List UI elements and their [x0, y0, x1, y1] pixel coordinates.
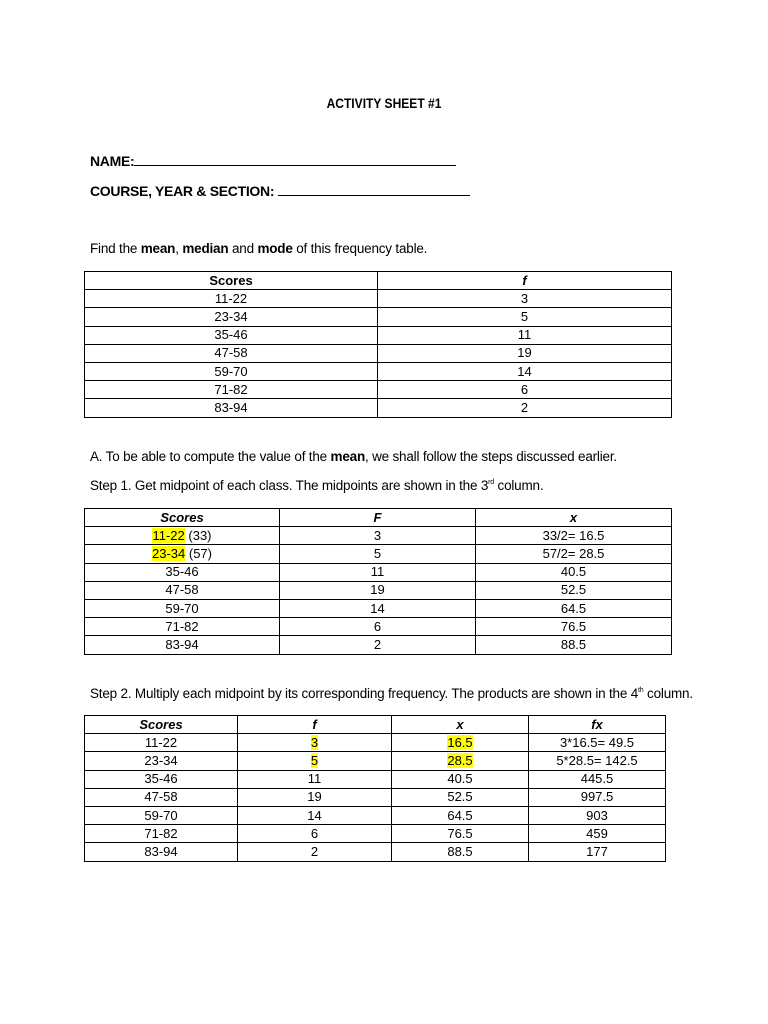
table-row [85, 344, 672, 362]
table3-cell: 64.5 [392, 806, 529, 824]
table3-cell [238, 734, 392, 752]
table3-cell: 35-46 [85, 770, 238, 788]
table3-cell: 88.5 [392, 843, 529, 861]
table3-cell: 11-22 [85, 734, 238, 752]
course-blank[interactable] [278, 183, 470, 196]
table2-cell: 2 [280, 636, 476, 654]
table2-cell: 33/2= 16.5 [476, 527, 672, 545]
table-row [85, 825, 666, 843]
table-row [85, 290, 672, 308]
table2-cell: 14 [280, 599, 476, 617]
highlighted-value: 23-34 [152, 545, 186, 561]
highlighted-value: 28.5 [447, 752, 473, 768]
table1-cell: 35-46 [85, 326, 378, 344]
table2-cell: 71-82 [85, 618, 280, 636]
table-row [85, 734, 666, 752]
table2-cell [85, 527, 280, 545]
intro-text: Find the mean, median and mode of this frequency table. [90, 241, 428, 256]
table-row [85, 527, 672, 545]
table2-cell: 76.5 [476, 618, 672, 636]
table3-cell: 997.5 [529, 788, 666, 806]
course-line [90, 183, 470, 199]
table-row [85, 381, 672, 399]
highlighted-value: 16.5 [447, 734, 473, 750]
table2-cell: 40.5 [476, 563, 672, 581]
product-table [84, 715, 666, 862]
table3-header-cell: fx [529, 716, 666, 734]
table3-cell: 5*28.5= 142.5 [529, 752, 666, 770]
table1-header-cell: Scores [85, 272, 378, 290]
table3-cell: 14 [238, 806, 392, 824]
table1-cell: 11 [378, 326, 672, 344]
table2-cell: 3 [280, 527, 476, 545]
table3-cell: 83-94 [85, 843, 238, 861]
name-label: NAME: [90, 153, 135, 169]
table-row [85, 618, 672, 636]
frequency-table [84, 271, 672, 418]
table3-cell: 52.5 [392, 788, 529, 806]
table3-cell: 11 [238, 770, 392, 788]
table3-cell: 47-58 [85, 788, 238, 806]
table-row [85, 326, 672, 344]
table1-cell: 19 [378, 344, 672, 362]
table3-cell: 71-82 [85, 825, 238, 843]
table3-header-cell: Scores [85, 716, 238, 734]
table1-cell: 71-82 [85, 381, 378, 399]
name-line [90, 153, 456, 169]
table-row [85, 843, 666, 861]
table-row [85, 599, 672, 617]
table3-cell: 19 [238, 788, 392, 806]
table3-cell: 2 [238, 843, 392, 861]
table1-cell: 2 [378, 399, 672, 417]
course-label: COURSE, YEAR & SECTION: [90, 183, 275, 199]
table-row [85, 636, 672, 654]
table-row [85, 308, 672, 326]
table1-cell: 59-70 [85, 362, 378, 380]
table3-cell: 40.5 [392, 770, 529, 788]
table2-cell: 11 [280, 563, 476, 581]
table1-cell: 83-94 [85, 399, 378, 417]
table-row [85, 545, 672, 563]
highlighted-value: 3 [310, 734, 319, 750]
table2-header-cell: Scores [85, 509, 280, 527]
table-row [85, 806, 666, 824]
table2-cell: 83-94 [85, 636, 280, 654]
table3-cell: 459 [529, 825, 666, 843]
table-row [85, 770, 666, 788]
highlighted-value: 5 [310, 752, 319, 768]
table3-cell: 3*16.5= 49.5 [529, 734, 666, 752]
table2-cell: 6 [280, 618, 476, 636]
table-row [85, 788, 666, 806]
table3-cell: 903 [529, 806, 666, 824]
table2-cell: 59-70 [85, 599, 280, 617]
table1-cell: 3 [378, 290, 672, 308]
table1-cell: 5 [378, 308, 672, 326]
step1-text: Step 1. Get midpoint of each class. The midpoints are shown in the 3rd column. [90, 478, 544, 493]
cell-note: (57) [185, 545, 212, 561]
table3-cell [392, 734, 529, 752]
table1-header-cell: f [378, 272, 672, 290]
table1-cell: 47-58 [85, 344, 378, 362]
table2-cell: 47-58 [85, 581, 280, 599]
table1-cell: 14 [378, 362, 672, 380]
table-row [85, 581, 672, 599]
table2-cell: 35-46 [85, 563, 280, 581]
table3-cell: 76.5 [392, 825, 529, 843]
cell-note: (33) [184, 527, 212, 543]
table1-cell: 6 [378, 381, 672, 399]
midpoint-table [84, 508, 672, 655]
table3-cell [238, 752, 392, 770]
table-row [85, 752, 666, 770]
table3-cell: 445.5 [529, 770, 666, 788]
table3-cell: 59-70 [85, 806, 238, 824]
name-blank[interactable] [134, 153, 456, 166]
table3-header-cell: x [392, 716, 529, 734]
table1-cell: 11-22 [85, 290, 378, 308]
table3-cell [392, 752, 529, 770]
table2-cell: 52.5 [476, 581, 672, 599]
table2-header-cell: x [476, 509, 672, 527]
page-title: ACTIVITY SHEET #1 [326, 95, 442, 111]
table2-header-cell: F [280, 509, 476, 527]
table3-cell: 177 [529, 843, 666, 861]
table-row [85, 399, 672, 417]
table2-cell: 88.5 [476, 636, 672, 654]
highlighted-value: 11-22 [152, 527, 185, 543]
table2-cell: 64.5 [476, 599, 672, 617]
table3-header-cell: f [238, 716, 392, 734]
section-a-text: A. To be able to compute the value of the mean, we shall follow the steps discussed earlier. [90, 449, 617, 464]
table3-cell: 23-34 [85, 752, 238, 770]
table1-cell: 23-34 [85, 308, 378, 326]
table-row [85, 362, 672, 380]
table2-cell: 19 [280, 581, 476, 599]
table2-cell: 5 [280, 545, 476, 563]
table-row [85, 563, 672, 581]
table3-cell: 6 [238, 825, 392, 843]
step2-text: Step 2. Multiply each midpoint by its corresponding frequency. The products are shown in the 4th column. [90, 686, 693, 701]
table2-cell: 57/2= 28.5 [476, 545, 672, 563]
table2-cell [85, 545, 280, 563]
